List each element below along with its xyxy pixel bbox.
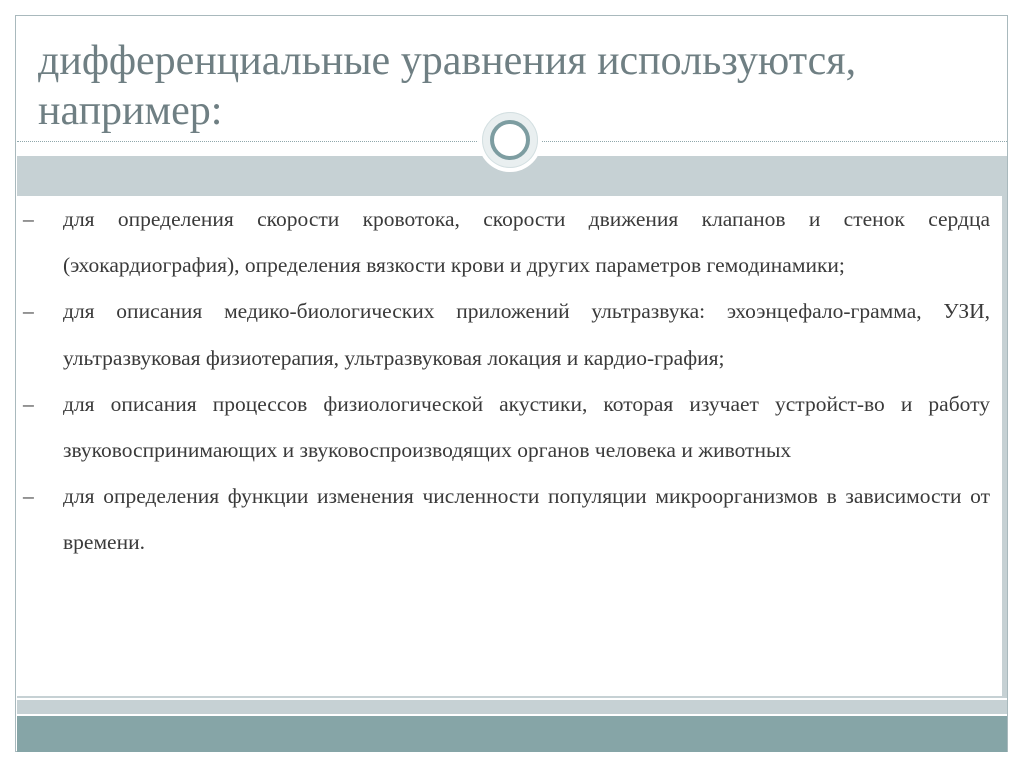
bullet-item-2 [17, 288, 990, 380]
content-panel [17, 196, 1007, 698]
bullet-dash: – [23, 207, 34, 231]
bullet-dash: – [23, 391, 34, 416]
bullet-item-4 [17, 473, 990, 565]
bullet-item-3 [17, 381, 990, 473]
bullet-text: для описания процессов физиологической акустики, которая изучает устройст-во и работу звуковоспринимающих и звуковоспроизводящих органов человека и животных [63, 391, 990, 463]
slide-title: дифференциальные уравнения используются, например: [38, 38, 857, 134]
bullet-list [17, 196, 990, 566]
bullet-text: для определения функции изменения численности популяции микроорганизмов в зависимости от времени. [63, 484, 990, 555]
footer-band [17, 716, 1007, 752]
ring-ornament-icon [478, 108, 542, 172]
bullet-item-1 [17, 196, 990, 288]
ornament-inner-ring [490, 120, 530, 160]
bullet-text: для определения скорости кровотока, скорости движения клапанов и стенок сердца (эхокардиография), определения вязкости крови и других параметров гемодинамики; [63, 207, 990, 278]
bullet-dash: – [23, 484, 34, 509]
bullet-dash: – [23, 299, 34, 324]
footer-strip [17, 700, 1007, 714]
content-box [17, 196, 1002, 696]
bullet-text: для описания медико-биологических приложений ультразвука: эхоэнцефало-грамма, УЗИ, ультразвуковая физиотерапия, ультразвуковая локация и кардио-графия; [63, 299, 990, 370]
